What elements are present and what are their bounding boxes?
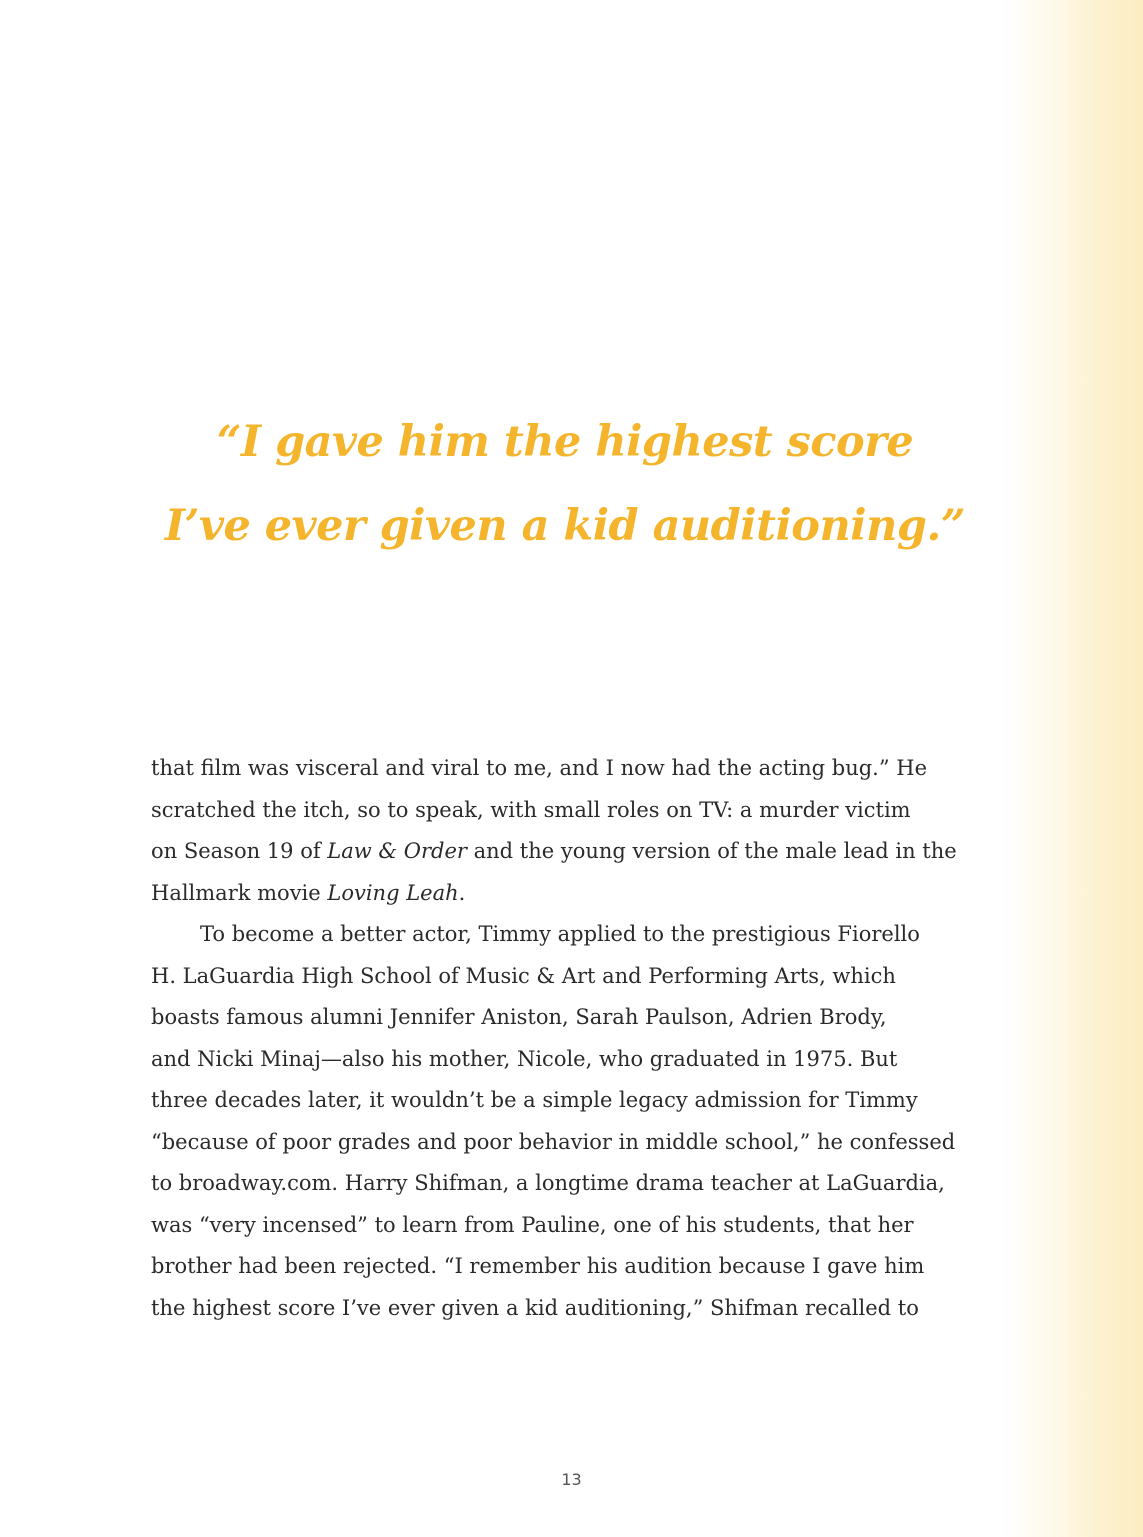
body-line (151, 873, 991, 915)
body-line: brother had been rejected. “I remember his audition because I gave him (151, 1254, 925, 1278)
title-loving-leah: Loving Leah (327, 880, 459, 905)
body-text-run: and the young version of the male lead in the (466, 839, 957, 863)
body-line: and Nicki Minaj—also his mother, Nicole, who graduated in 1975. But (151, 1046, 898, 1071)
body-line: was “very incensed” to learn from Pauline, one of his students, that her (151, 1212, 914, 1237)
pull-quote-line-2: I’ve ever given a kid auditioning.” (164, 501, 966, 551)
body-line: H. LaGuardia High School of Music & Art and Performing Arts, which (151, 963, 896, 988)
body-text (151, 748, 991, 1329)
body-line: the highest score I’ve ever given a kid auditioning,” Shifman recalled to (151, 1295, 919, 1320)
body-text-run: on Season 19 of (151, 839, 328, 863)
title-law-and-order: Law & Order (327, 839, 467, 863)
body-line: boasts famous alumni Jennifer Aniston, Sarah Paulson, Adrien Brody, (151, 1005, 887, 1029)
body-text-run: Hallmark movie (151, 880, 328, 905)
body-line: that film was visceral and viral to me, and I now had the acting bug.” He (151, 756, 927, 780)
body-line: three decades later, it wouldn’t be a simple legacy admission for Timmy (151, 1088, 918, 1112)
body-text-run: . (458, 880, 466, 905)
pull-quote (150, 400, 980, 568)
body-line: scratched the itch, so to speak, with small roles on TV: a murder victim (151, 797, 911, 822)
body-line (151, 831, 991, 873)
body-line: To become a better actor, Timmy applied to the prestigious Fiorello (200, 922, 920, 946)
page-number: 13 (561, 1470, 582, 1489)
body-line: “because of poor grades and poor behavior in middle school,” he confessed (151, 1129, 956, 1154)
pull-quote-line-1: “I gave him the highest score (216, 417, 914, 467)
body-line: to broadway.com. Harry Shifman, a longtime drama teacher at LaGuardia, (151, 1171, 945, 1195)
